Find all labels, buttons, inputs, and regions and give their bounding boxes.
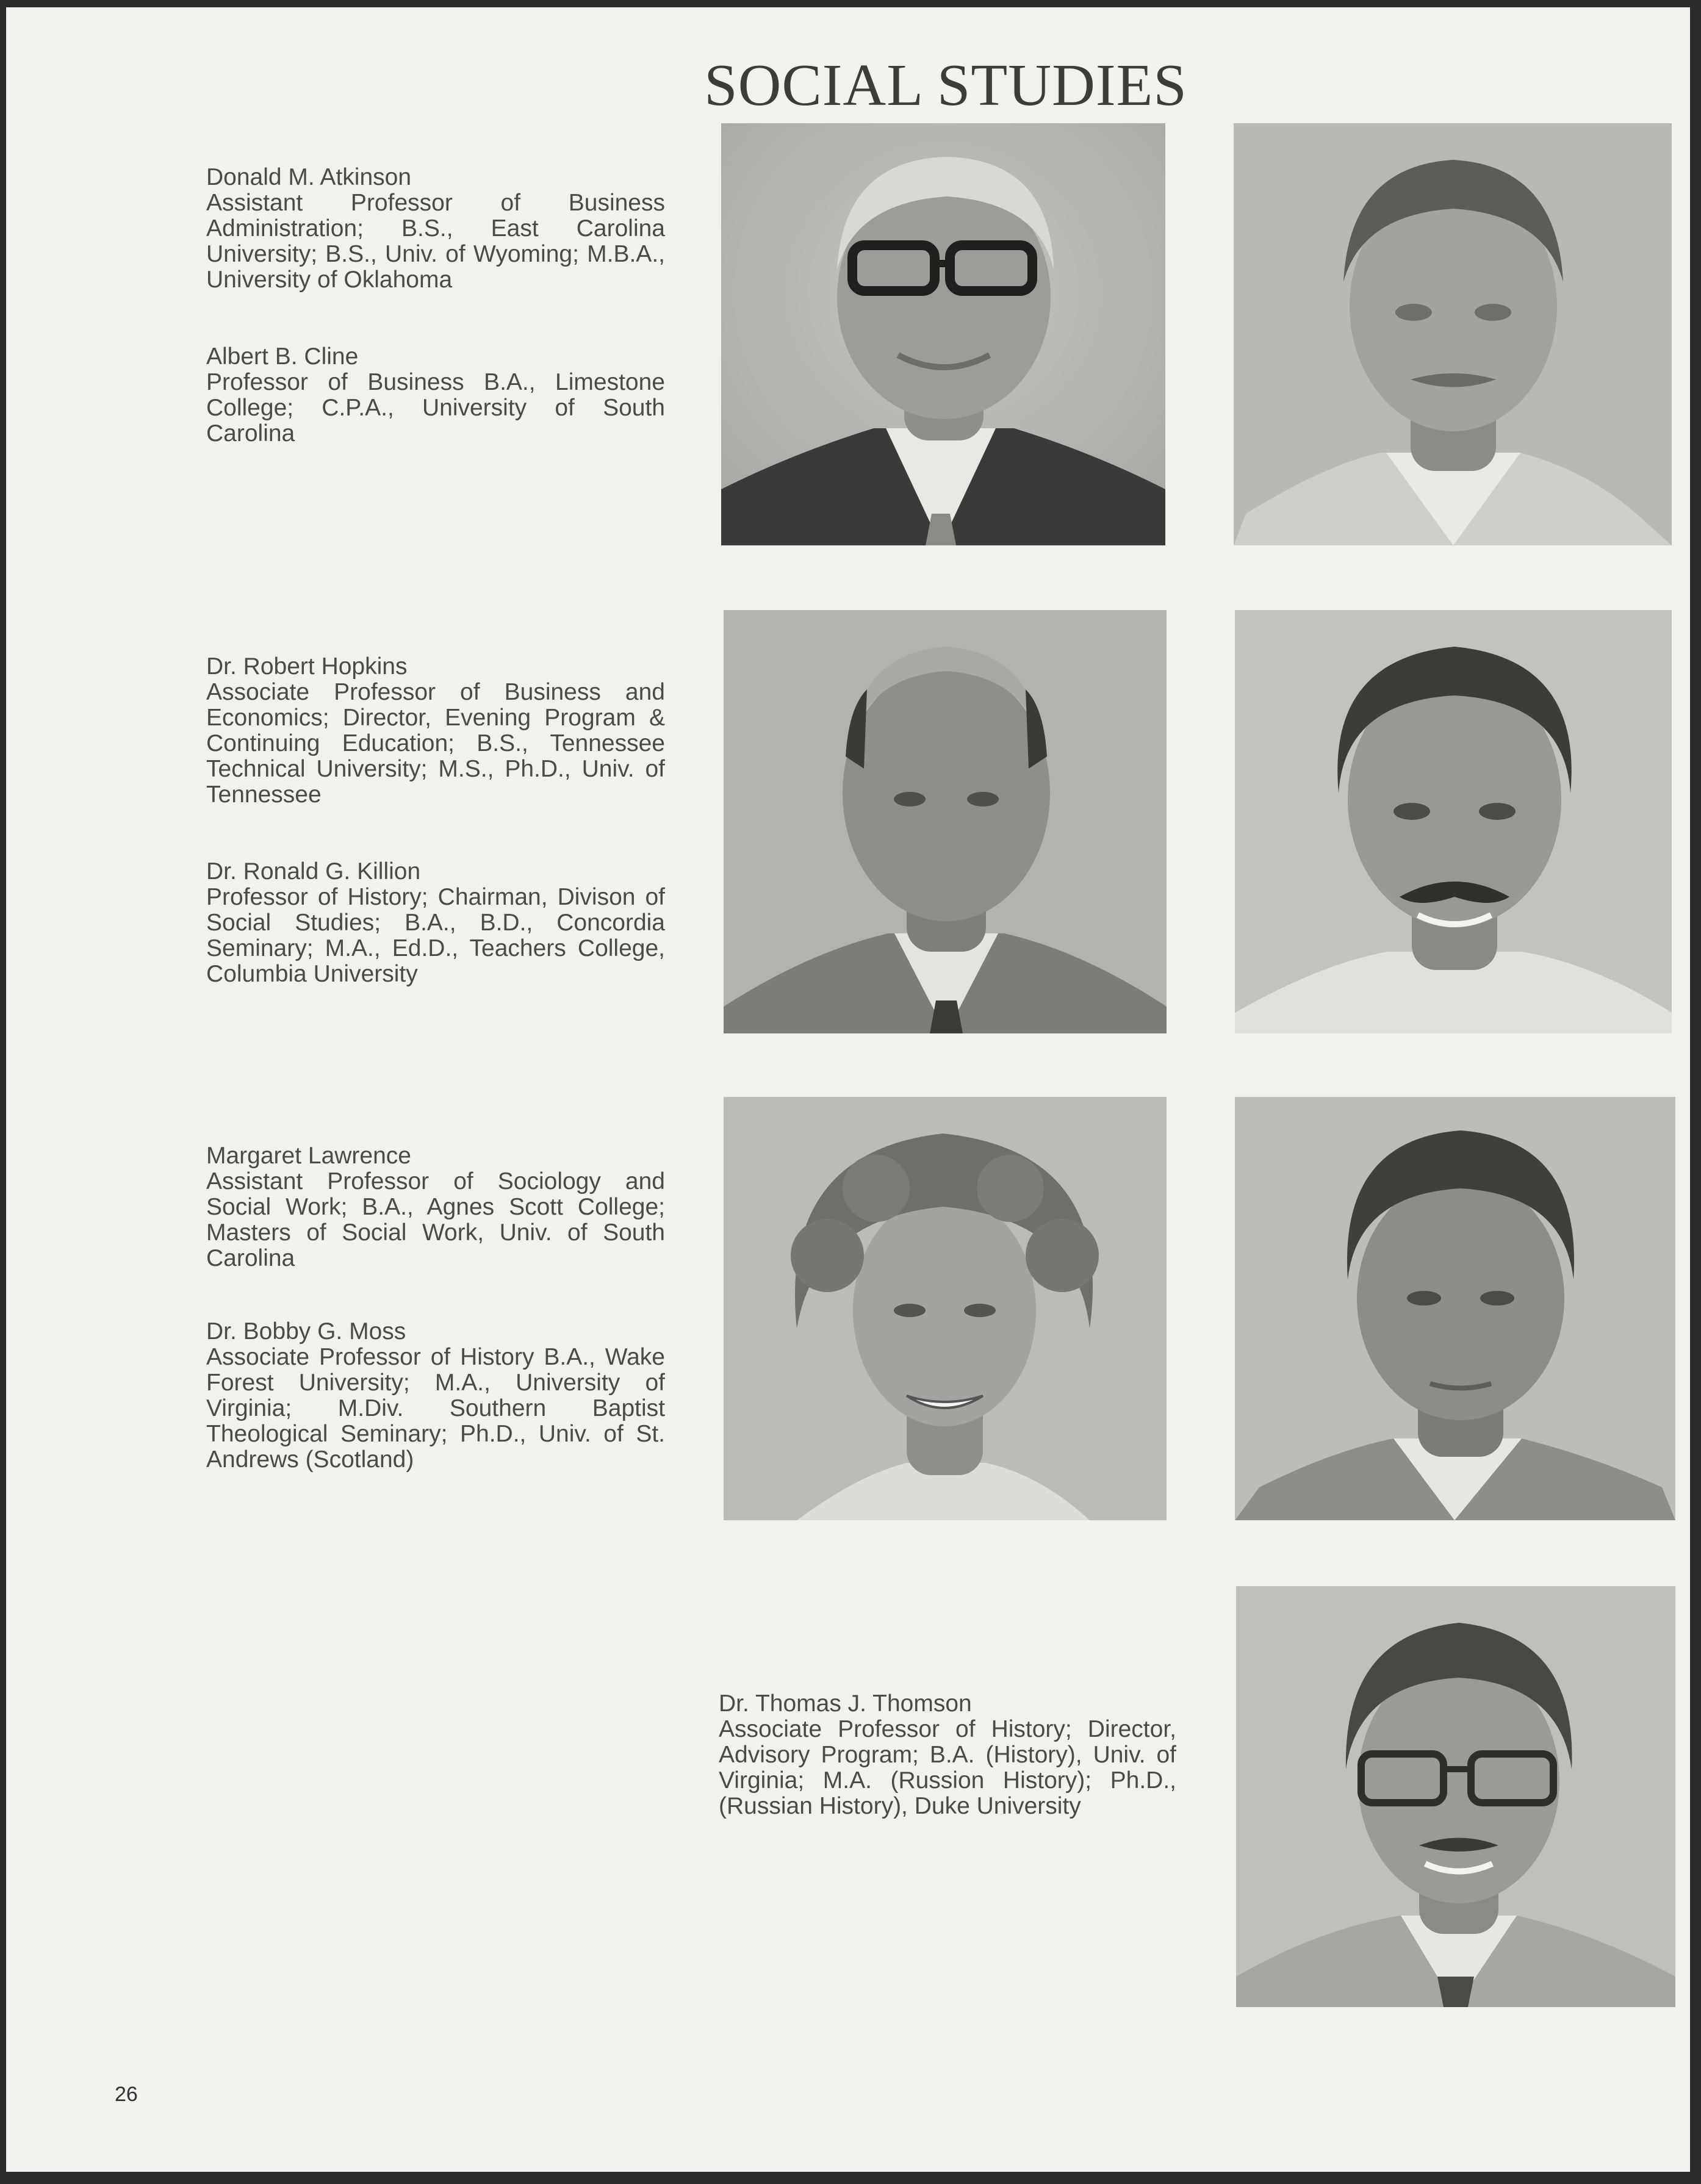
- portrait-photo-hopkins: [724, 610, 1167, 1033]
- portrait-photo-moss: [1235, 1097, 1675, 1520]
- faculty-name: Dr. Thomas J. Thomson: [719, 1690, 972, 1717]
- faculty-bio-cline: [206, 344, 665, 447]
- yearbook-page: [6, 7, 1690, 2172]
- faculty-credentials: Professor of History; Chairman, Divison of Social Studies; B.A., B.D., Concordia Seminary; M.A., Ed.D., Teachers College, Columbia University: [206, 884, 665, 987]
- portrait-photo-atkinson: [721, 123, 1165, 545]
- page-number: 26: [115, 2083, 138, 2106]
- faculty-credentials: Assistant Professor of Business Administration; B.S., East Carolina University; B.S., Univ. of Wyoming; M.B.A., University of Oklahoma: [206, 190, 665, 293]
- portrait-photo-thomson: [1236, 1586, 1675, 2007]
- faculty-bio-lawrence: [206, 1143, 665, 1271]
- faculty-name: Dr. Ronald G. Killion: [206, 858, 421, 885]
- faculty-bio-atkinson: [206, 165, 665, 293]
- portrait-photo-cline: [1234, 123, 1672, 545]
- faculty-credentials: Professor of Business B.A., Limestone College; C.P.A., University of South Carolina: [206, 369, 665, 447]
- faculty-bio-moss: [206, 1319, 665, 1473]
- portrait-photo-killion: [1235, 610, 1672, 1033]
- faculty-name: Margaret Lawrence: [206, 1143, 411, 1169]
- faculty-name: Dr. Robert Hopkins: [206, 653, 408, 680]
- faculty-name: Donald M. Atkinson: [206, 164, 412, 190]
- faculty-credentials: Associate Professor of History B.A., Wake Forest University; M.A., University of Virginia; M.Div. Southern Baptist Theological Seminary; Ph.D., Univ. of St. Andrews (Scotland): [206, 1344, 665, 1473]
- faculty-credentials: Associate Professor of History; Director, Advisory Program; B.A. (History), Univ. of Virginia; M.A. (Russion History); Ph.D., (Russian History), Duke University: [719, 1716, 1176, 1819]
- faculty-credentials: Assistant Professor of Sociology and Social Work; B.A., Agnes Scott College; Masters of Social Work, Univ. of South Carolina: [206, 1168, 665, 1271]
- faculty-credentials: Associate Professor of Business and Economics; Director, Evening Program & Continuing Education; B.S., Tennessee Technical University; M.S., Ph.D., Univ. of Tennessee: [206, 679, 665, 808]
- faculty-bio-killion: [206, 859, 665, 987]
- portrait-photo-lawrence: [724, 1097, 1167, 1520]
- faculty-name: Dr. Bobby G. Moss: [206, 1318, 406, 1345]
- faculty-bio-hopkins: [206, 654, 665, 808]
- page-title: SOCIAL STUDIES: [704, 52, 1187, 118]
- faculty-bio-thomson: [719, 1691, 1176, 1819]
- faculty-name: Albert B. Cline: [206, 343, 359, 370]
